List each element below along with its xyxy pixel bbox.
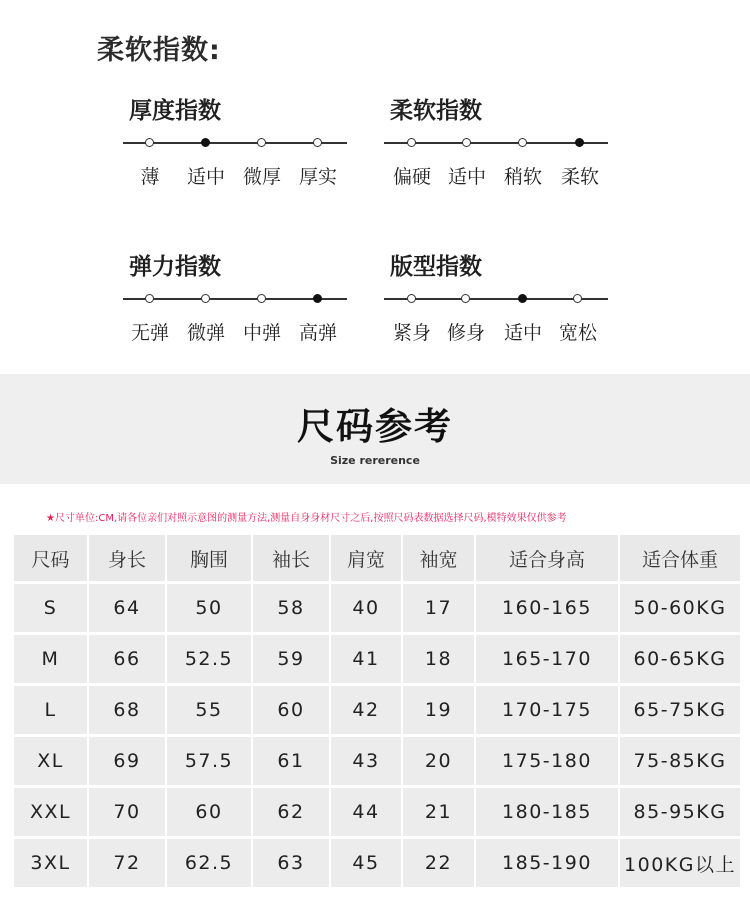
table-row [13,838,741,889]
scale-label: 薄 [140,166,160,188]
scale-label: 柔软 [560,166,600,188]
table-row [13,787,741,838]
table-cell: 50 [166,583,252,634]
table-cell: 21 [402,787,475,838]
scale-label: 微厚 [242,166,282,188]
size-reference-banner [0,374,750,484]
table-header-cell: 袖长 [252,534,330,583]
table-header-cell: 适合体重 [619,534,741,583]
scale-dot [201,138,210,147]
table-cell: 69 [88,736,166,787]
table-cell: 65-75KG [619,685,741,736]
table-cell: 60-65KG [619,634,741,685]
section-title: 柔软指数: [97,35,221,66]
table-cell: 40 [330,583,402,634]
scale-label: 适中 [447,166,487,188]
banner-title: 尺码参考 [297,405,453,448]
scale-title: 厚度指数 [129,98,221,124]
table-cell: 60 [166,787,252,838]
scale-label: 厚实 [298,166,338,188]
table-header-cell: 适合身高 [475,534,619,583]
table-cell: 75-85KG [619,736,741,787]
table-cell: 3XL [13,838,88,889]
scale-label: 无弹 [130,322,170,344]
scale-dot [145,138,154,147]
table-cell: 19 [402,685,475,736]
elasticity-scale [123,248,347,358]
table-cell: 52.5 [166,634,252,685]
scale-dot [257,138,266,147]
scale-dot [407,138,416,147]
table-cell: 18 [402,634,475,685]
table-cell: 17 [402,583,475,634]
scale-dot [313,138,322,147]
scale-dot [573,294,582,303]
table-header-cell: 袖宽 [402,534,475,583]
scale-label: 稍软 [503,166,543,188]
table-cell: 58 [252,583,330,634]
scale-label: 中弹 [242,322,282,344]
size-table [12,533,742,889]
table-cell: 170-175 [475,685,619,736]
table-cell: M [13,634,88,685]
scale-label: 宽松 [558,322,598,344]
table-cell: 20 [402,736,475,787]
table-cell: 175-180 [475,736,619,787]
scale-title: 柔软指数 [390,98,482,124]
table-cell: L [13,685,88,736]
banner-subtitle: Size rererence [330,454,420,467]
table-cell: 42 [330,685,402,736]
scale-dot [518,138,527,147]
table-row [13,685,741,736]
table-cell: 60 [252,685,330,736]
table-cell: 44 [330,787,402,838]
scale-label: 高弹 [298,322,338,344]
scale-dot [518,294,527,303]
table-cell: 185-190 [475,838,619,889]
table-header-cell: 尺码 [13,534,88,583]
table-header-cell: 身长 [88,534,166,583]
table-cell: 62 [252,787,330,838]
scale-dot [407,294,416,303]
table-cell: 41 [330,634,402,685]
thickness-scale [123,92,347,202]
scale-dot [462,138,471,147]
table-cell: 64 [88,583,166,634]
table-header-cell: 胸围 [166,534,252,583]
table-cell: 22 [402,838,475,889]
scale-label: 紧身 [392,322,432,344]
table-cell: 100KG以上 [619,838,741,889]
table-cell: 61 [252,736,330,787]
table-cell: 165-170 [475,634,619,685]
table-cell: 68 [88,685,166,736]
table-row [13,634,741,685]
table-row [13,583,741,634]
scale-title: 弹力指数 [129,254,221,280]
table-cell: 66 [88,634,166,685]
table-cell: 180-185 [475,787,619,838]
softness-scale [384,92,608,202]
table-cell: 62.5 [166,838,252,889]
table-cell: 45 [330,838,402,889]
table-cell: 59 [252,634,330,685]
table-cell: 70 [88,787,166,838]
table-cell: 85-95KG [619,787,741,838]
scale-label: 修身 [446,322,486,344]
scale-label: 适中 [186,166,226,188]
table-cell: 63 [252,838,330,889]
table-cell: 160-165 [475,583,619,634]
table-cell: 43 [330,736,402,787]
fit-scale [384,248,608,358]
table-cell: 72 [88,838,166,889]
table-header-cell: 肩宽 [330,534,402,583]
scale-label: 适中 [503,322,543,344]
table-cell: XL [13,736,88,787]
scale-dot [145,294,154,303]
table-cell: 57.5 [166,736,252,787]
table-header-row [13,534,741,583]
measurement-note: ★尺寸单位:CM,请各位亲们对照示意图的测量方法,测量自身身材尺寸之后,按照尺码表数据选择尺码,模特效果仅供参考 [46,513,567,524]
table-row [13,736,741,787]
scale-dot [257,294,266,303]
scale-label: 微弹 [186,322,226,344]
table-cell: 50-60KG [619,583,741,634]
scale-dot [575,138,584,147]
table-cell: 55 [166,685,252,736]
scale-title: 版型指数 [390,254,482,280]
table-cell: XXL [13,787,88,838]
table-cell: S [13,583,88,634]
scale-dot [201,294,210,303]
scale-dot [461,294,470,303]
scale-dot [313,294,322,303]
scale-label: 偏硬 [392,166,432,188]
